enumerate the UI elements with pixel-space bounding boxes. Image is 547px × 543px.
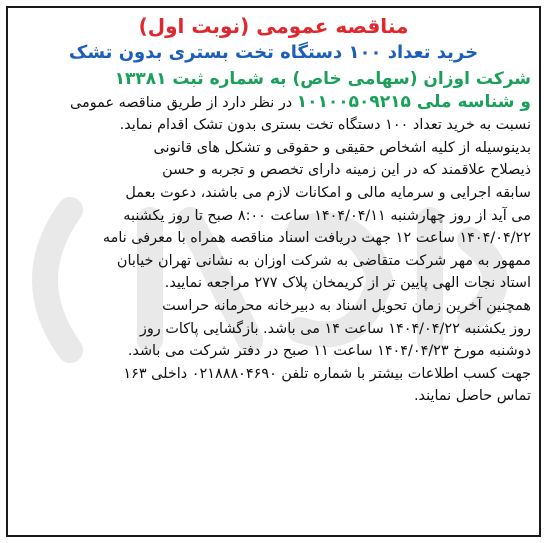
company-national-id: و شناسه ملی ۱۰۱۰۰۵۰۹۲۱۵: [296, 91, 531, 112]
body-line: دوشنبه مورخ ۱۴۰۴/۰۴/۲۳ ساعت ۱۱ صبح در دفتر شرکت می باشد.: [127, 343, 531, 360]
body-line: روز یکشنبه ۱۴۰۴/۰۴/۲۲ ساعت ۱۴ می باشد. بازگشایی پاکات روز: [139, 320, 531, 337]
body-line: می آید از روز چهارشنبه ۱۴۰۴/۰۴/۱۱ ساعت ۸:۰۰ صبح تا روز یکشنبه: [123, 207, 531, 224]
notice-subtitle: خرید تعداد ۱۰۰ دستگاه تخت بستری بدون تشک: [68, 42, 479, 63]
body-line: ذیصلاح علاقمند که در این زمینه دارای تخصص و تجربه و حسن: [162, 162, 531, 179]
notice-content: [16, 12, 531, 408]
intro-text: در نظر دارد از طریق مناقصه عمومی: [70, 94, 297, 111]
company-line-1: شرکت اوزان (سهامی خاص) به شماره ثبت ۱۳۳۸۱: [114, 69, 531, 89]
body-line: ممهور به مهر شرکت متقاضی به شرکت اوزان به نشانی تهران خیابان: [116, 252, 531, 269]
body-line: تماس حاصل نمایند.: [413, 388, 531, 405]
body-line: جهت کسب اطلاعات بیشتر با شماره تلفن ۰۲۱۸۸۸۰۴۶۹۰ داخلی ۱۶۳: [123, 365, 531, 382]
company-line-2: [16, 91, 531, 115]
body-line: نسبت به خرید تعداد ۱۰۰ دستگاه تخت بستری بدون تشک اقدام نماید.: [119, 117, 531, 134]
notice-title: مناقصه عمومی (نوبت اول): [138, 14, 409, 38]
body-line: استاد نجات الهی پایین تر از کریمخان پلاک ۲۷۷ مراجعه نمایید.: [164, 275, 531, 292]
body-line: بدینوسیله از کلیه اشخاص حقیقی و حقوقی و تشکل های قانونی: [153, 139, 531, 156]
notice-body: [16, 68, 531, 408]
body-line: همچنین آخرین زمان تحویل اسناد به دبیرخانه محرمانه حراست: [162, 297, 531, 314]
body-line: ۱۴۰۴/۰۴/۲۲ ساعت ۱۲ جهت دریافت اسناد مناقصه همراه با معرفی نامه: [102, 230, 531, 247]
body-line: سابقه اجرایی و سرمایه مالی و امکانات لازم می باشند، دعوت بعمل: [125, 184, 531, 201]
